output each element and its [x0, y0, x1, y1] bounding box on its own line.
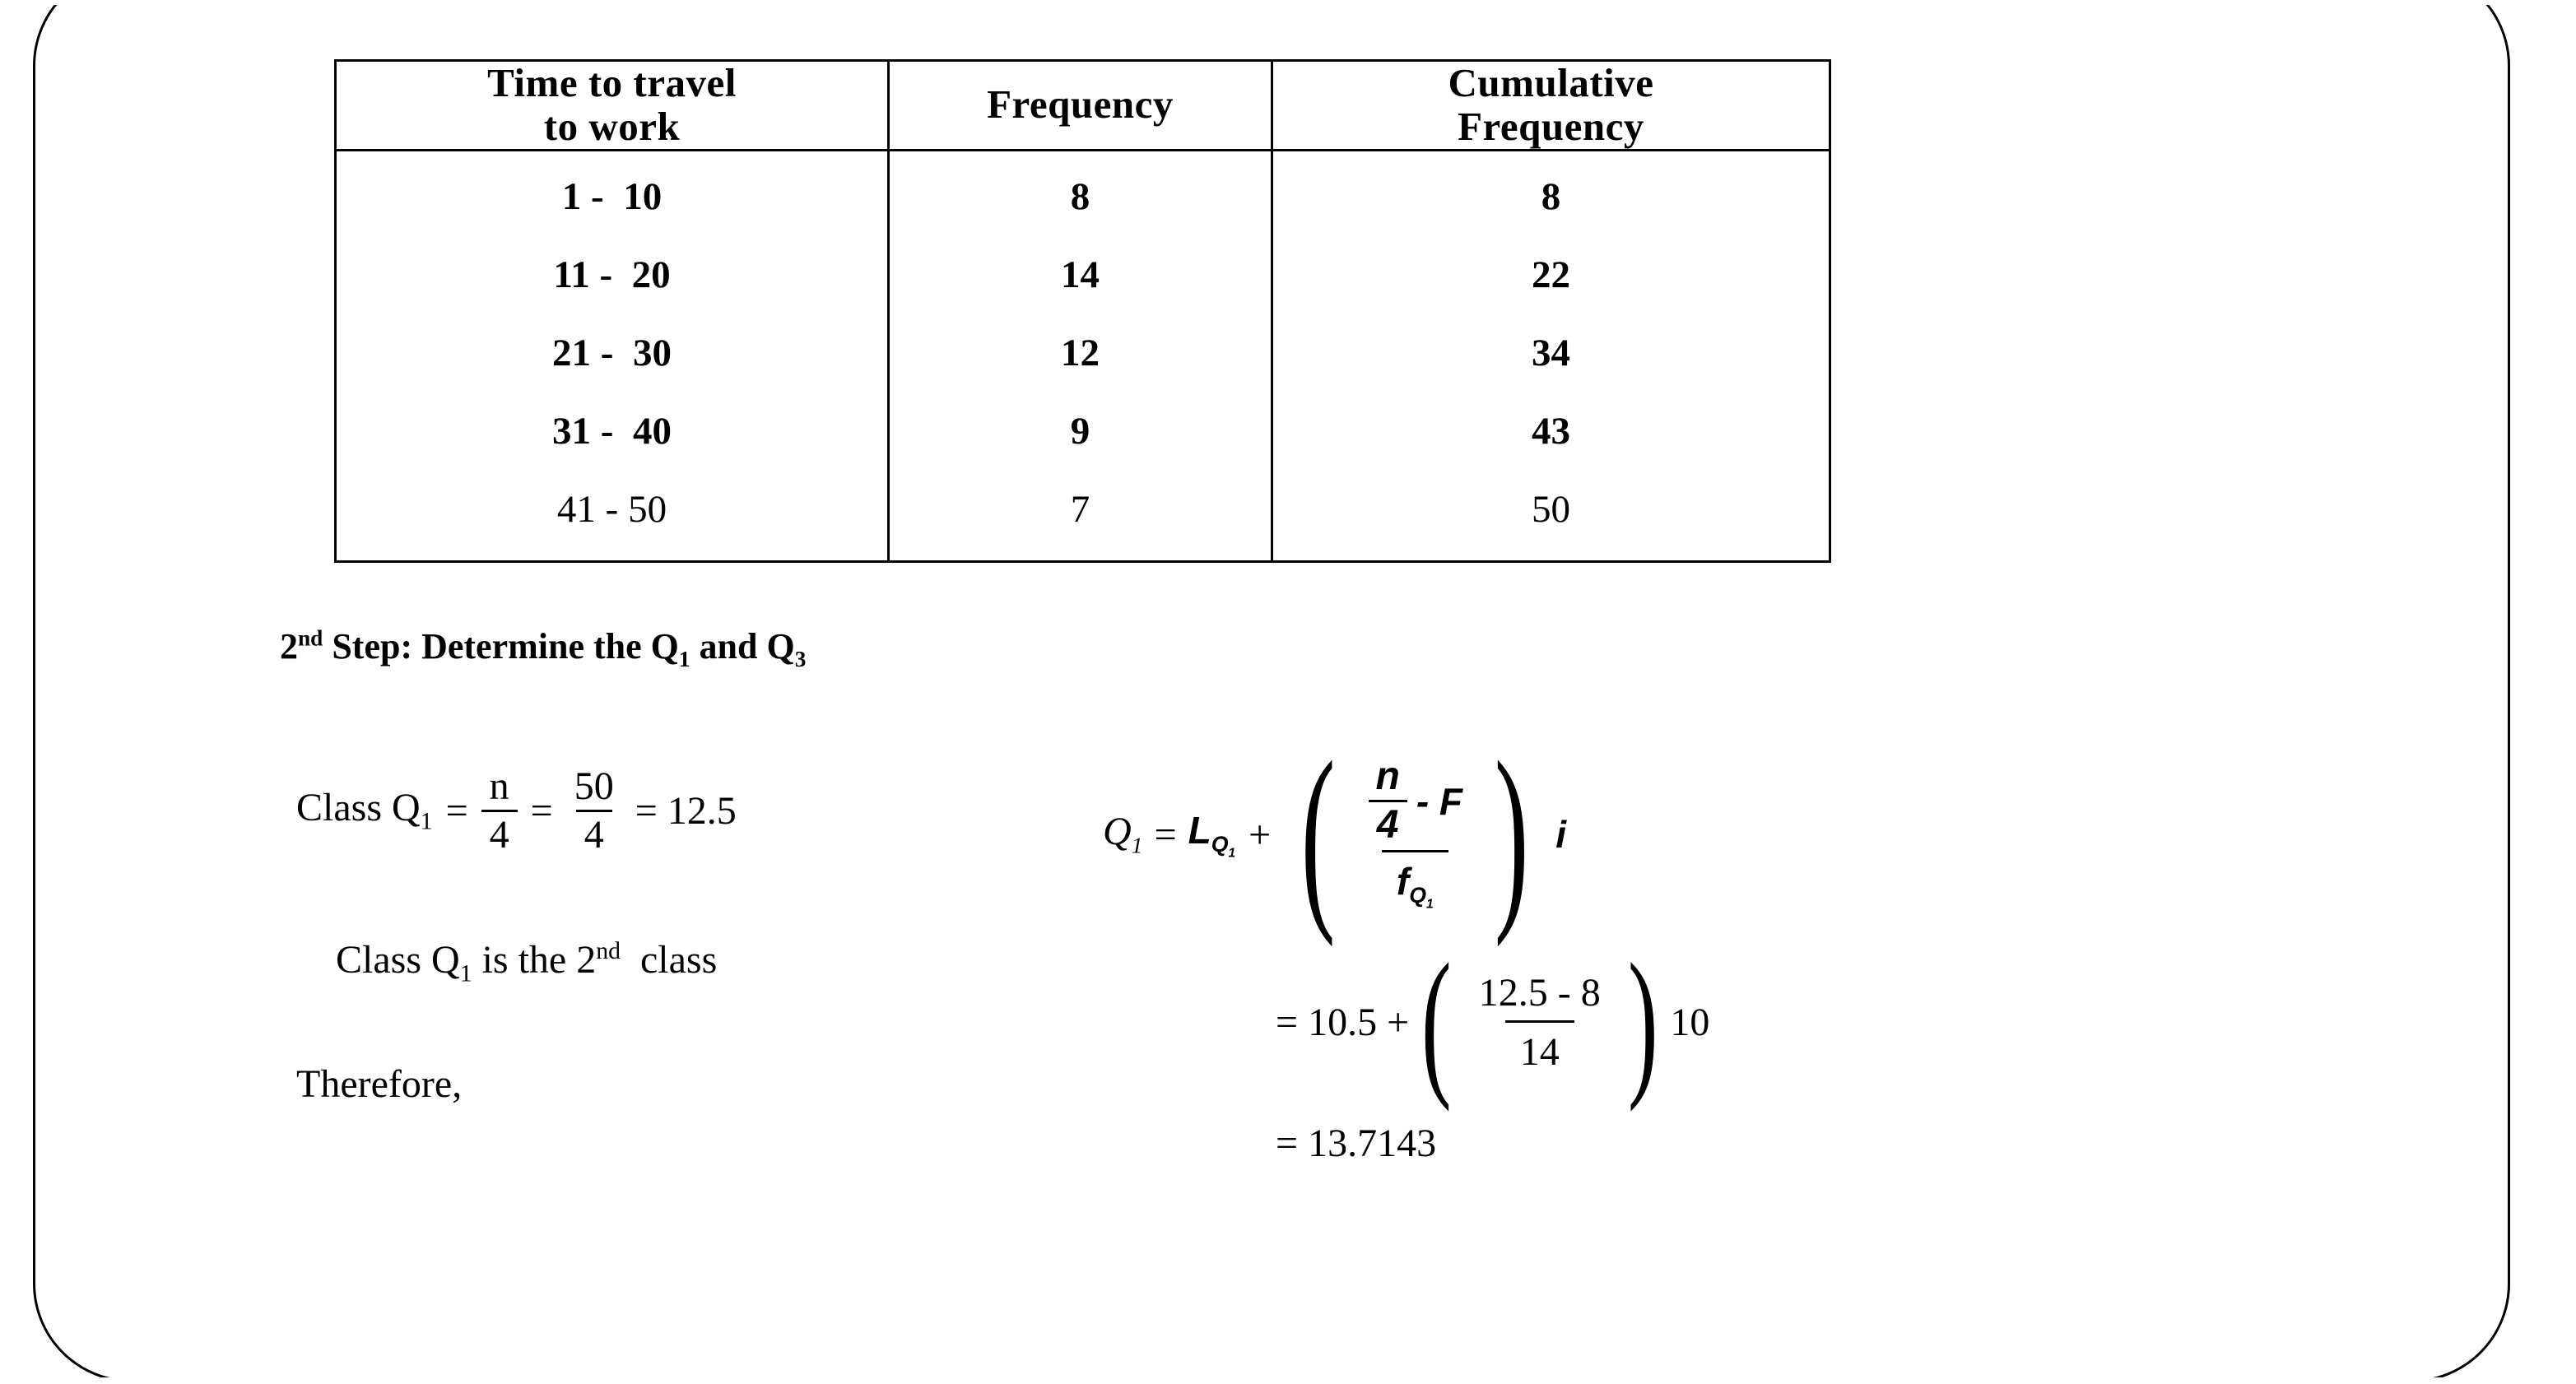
interval-value: 1 - 10: [561, 174, 663, 218]
header-cumulative-frequency: [1272, 61, 1830, 151]
step-number: 2: [280, 626, 298, 666]
frequency-value: 7: [1070, 487, 1090, 531]
q1-letter: Q: [1103, 810, 1132, 854]
class-q1-label-2: Class Q: [336, 938, 460, 982]
equals-sign-1: =: [445, 788, 468, 833]
l-sub-q: Q: [1211, 832, 1229, 857]
q1-final-answer: = 13.7143: [1276, 1121, 1437, 1165]
formula-fraction-numerator: [1352, 757, 1477, 850]
frequency-value: 12: [1061, 331, 1100, 374]
right-working-block: [1103, 720, 1710, 1166]
is-the-2-text: is the 2: [472, 938, 597, 982]
four-symbol: 4: [1369, 800, 1407, 845]
left-working-block: [296, 757, 737, 1107]
f-sub-q: Q: [1409, 883, 1426, 908]
right-paren: ): [1627, 931, 1658, 1113]
therefore-text: Therefore,: [296, 1061, 463, 1106]
table-body-row: [336, 150, 1830, 561]
header-time-to-travel: [336, 61, 889, 151]
class-q1-subscript: 1: [420, 807, 433, 835]
right-paren-big: ): [1494, 720, 1529, 949]
n-symbol: n: [1375, 755, 1400, 798]
class-word: class: [620, 938, 718, 982]
class-q1-label: [296, 785, 433, 836]
frequency-distribution-table: [334, 59, 1829, 563]
table-header-row: [336, 61, 1830, 151]
frequency-value: 14: [1061, 253, 1100, 296]
fraction-numerator: n: [489, 764, 509, 808]
interval-value: 41 - 50: [556, 487, 667, 531]
l-subscript: [1211, 832, 1236, 861]
cell-intervals: [336, 150, 889, 561]
class-q1-text: Class Q: [296, 786, 421, 830]
header-frequency-line1: Frequency: [987, 81, 1174, 128]
plus-sign: +: [1248, 812, 1272, 857]
l-letter: L: [1188, 809, 1211, 852]
step-ordinal: nd: [298, 625, 323, 651]
fraction-denominator: 4: [576, 810, 612, 855]
cell-frequencies: [889, 150, 1272, 561]
q1-formula-row: [1103, 720, 1709, 949]
header-time-line2: to work: [543, 103, 681, 149]
step-text: Step: Determine the Q: [323, 626, 679, 666]
f-subscript: [1409, 883, 1434, 912]
step-sub-q3: 3: [794, 646, 807, 671]
class-q1-is-second-class: [296, 892, 737, 1033]
f-sub-q-1: 1: [1425, 897, 1434, 912]
substitution-denominator: 14: [1505, 1020, 1574, 1075]
q1-substitution-row: [1276, 931, 1710, 1113]
lower-boundary-symbol: [1188, 808, 1235, 862]
header-time-line1: Time to travel: [487, 60, 737, 105]
fraction-denominator: 4: [481, 810, 518, 855]
f-symbol: f: [1396, 860, 1410, 903]
equals-sign-formula: =: [1154, 812, 1177, 857]
multiplier-10: 10: [1670, 1000, 1710, 1044]
cumulative-value: 43: [1532, 409, 1570, 453]
equals-sign-2: =: [530, 788, 553, 833]
i-symbol: i: [1555, 813, 1567, 857]
equals-10-5-plus: = 10.5 +: [1276, 1000, 1410, 1044]
cumulative-value: 22: [1532, 253, 1570, 296]
result-12-5: = 12.5: [635, 788, 737, 833]
interval-value: 31 - 40: [552, 409, 672, 453]
cumulative-value: 34: [1532, 331, 1570, 374]
substitution-numerator: 12.5 - 8: [1478, 970, 1601, 1015]
interval-value: 11 - 20: [553, 253, 671, 296]
ordinal-nd: nd: [596, 937, 621, 964]
frame-mask-top: [0, 0, 2576, 5]
frequency-value: 9: [1070, 409, 1090, 453]
cumulative-value: 8: [1541, 174, 1561, 218]
formula-fraction: [1352, 757, 1477, 913]
class-q1-equation: [296, 757, 737, 864]
substitution-fraction: [1464, 970, 1616, 1075]
fraction-numerator: 50: [574, 764, 614, 808]
header-cumulative-line2: Frequency: [1458, 103, 1644, 149]
l-sub-q-1: 1: [1228, 846, 1236, 861]
frequency-value: 8: [1070, 174, 1090, 218]
q1-subscript: 1: [1131, 834, 1143, 860]
fraction-50-over-4: [566, 764, 622, 857]
cumulative-value: 50: [1532, 487, 1570, 531]
class-q1-subscript-2: 1: [459, 959, 472, 987]
left-paren: (: [1421, 931, 1452, 1113]
interval-value: 21 - 30: [552, 331, 672, 374]
step-and: and Q: [690, 626, 795, 666]
n-over-4-fraction: [1367, 757, 1407, 845]
header-cumulative-line1: Cumulative: [1448, 60, 1654, 105]
header-frequency: [889, 61, 1272, 151]
fraction-n-over-4: [481, 764, 518, 857]
formula-fraction-denominator: [1382, 850, 1448, 913]
cell-cumulative-frequencies: [1272, 150, 1830, 561]
left-paren-big: (: [1301, 720, 1336, 949]
step-sub-q1: 1: [678, 646, 690, 671]
step-heading: [280, 625, 806, 672]
q1-symbol: [1103, 809, 1143, 860]
minus-F: - F: [1416, 779, 1463, 823]
